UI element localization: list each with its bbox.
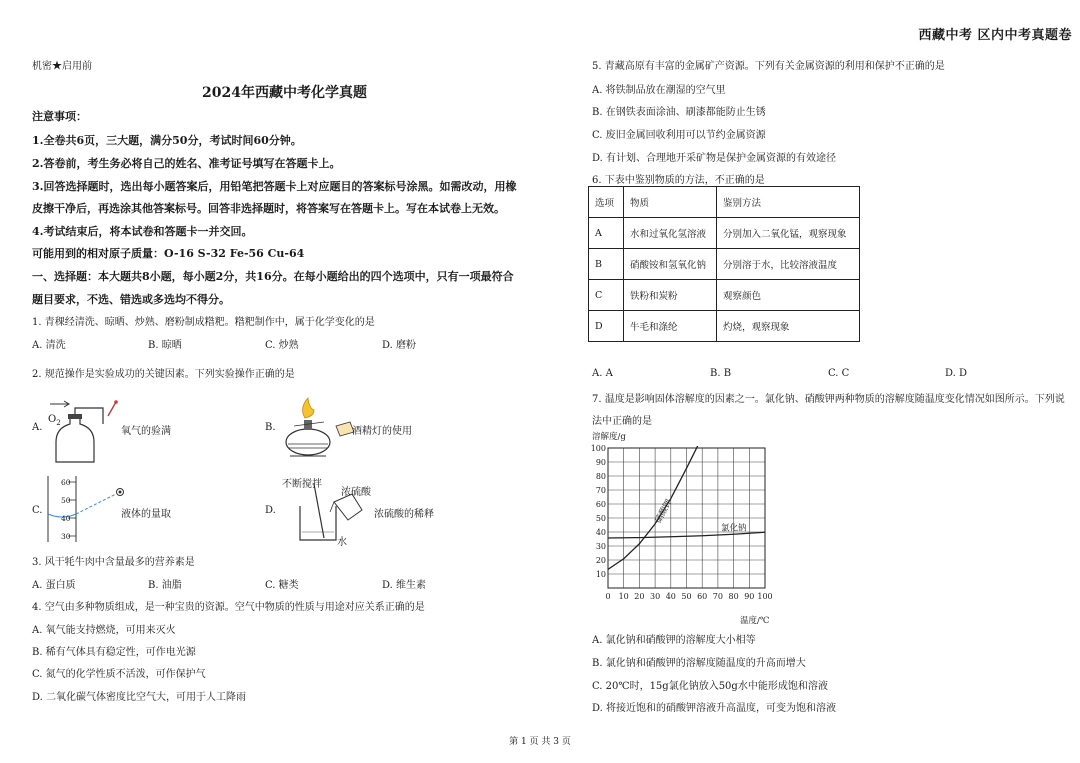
- q7-option-b: B. 氯化钠和硝酸钾的溶解度随温度的升高而增大: [592, 658, 806, 669]
- q1-option-c: C. 炒熟: [265, 340, 299, 351]
- q5-option-d: D. 有计划、合理地开采矿物是保护金属资源的有效途径: [592, 153, 837, 164]
- q6-stem: 6. 下表中鉴别物质的方法，不正确的是: [592, 175, 765, 186]
- table-cell: D: [589, 311, 624, 342]
- q1-option-a: A. 清洗: [32, 340, 66, 351]
- q6-table: [588, 186, 860, 342]
- q7-option-d: D. 将接近饱和的硝酸钾溶液升高温度，可变为饱和溶液: [592, 703, 837, 714]
- x-tick-label: 100: [757, 592, 773, 601]
- q6-option-d: D. D: [945, 368, 968, 379]
- table-cell: 分别溶于水，比较溶液温度: [717, 249, 860, 280]
- q1-option-b: B. 晾晒: [148, 340, 182, 351]
- table-cell: 铁粉和炭粉: [624, 280, 717, 311]
- confidential-mark: 机密★启用前: [32, 61, 92, 72]
- x-tick-label: 60: [697, 592, 708, 601]
- q1-stem: 1. 青稞经清洗、晾晒、炒熟、磨粉制成糌粑。糌粑制作中，属于化学变化的是: [32, 317, 375, 328]
- q2-d-caption: 浓硫酸的稀释: [374, 509, 434, 520]
- section-1-header: 一、选择题：本大题共8小题，每小题2分，共16分。在每小题给出的四个选项中，只有一项最符合: [32, 270, 514, 283]
- q5-stem: 5. 青藏高原有丰富的金属矿产资源。下列有关金属资源的利用和保护不正确的是: [592, 61, 945, 72]
- table-header: 鉴别方法: [717, 187, 860, 218]
- x-tick-label: 50: [681, 592, 692, 601]
- y-tick-label: 10: [595, 570, 606, 579]
- x-tick-label: 40: [665, 592, 676, 601]
- q2-stem: 2. 规范操作是实验成功的关键因素。下列实验操作正确的是: [32, 369, 295, 380]
- table-cell: 牛毛和涤纶: [624, 311, 717, 342]
- x-tick-label: 20: [634, 592, 645, 601]
- table-row: [589, 311, 860, 342]
- x-tick-label: 0: [605, 592, 611, 601]
- page-footer: 第 1 页 共 3 页: [509, 737, 571, 747]
- q6-option-a: A. A: [592, 368, 613, 379]
- q5-option-a: A. 将铁制品放在潮湿的空气里: [592, 85, 726, 96]
- page-title: 2024年西藏中考化学真题: [202, 85, 367, 101]
- x-tick-label: 10: [618, 592, 629, 601]
- y-tick-label: 30: [595, 542, 606, 551]
- table-cell: B: [589, 249, 624, 280]
- q4-option-c: C. 氮气的化学性质不活泼，可作保护气: [32, 669, 206, 680]
- q5-option-b: B. 在钢铁表面涂油、刷漆都能防止生锈: [592, 107, 766, 118]
- note-3: 3.回答选择题时，选出每小题答案后，用铅笔把答题卡上对应题目的答案标号涂黑。如需改动，用橡: [32, 180, 517, 193]
- measuring-cylinder-figure: [40, 474, 130, 546]
- y-tick-label: 90: [595, 458, 606, 467]
- q2-a-letter: A.: [32, 422, 43, 433]
- notes-title: 注意事项：: [32, 110, 87, 123]
- note-1: 1.全卷共6页，三大题，满分50分，考试时间60分钟。: [32, 134, 302, 147]
- q6-option-c: C. C: [828, 368, 850, 379]
- q5-option-c: C. 废旧金属回收利用可以节约金属资源: [592, 130, 766, 141]
- q1-option-d: D. 磨粉: [382, 340, 417, 351]
- q7-stem: 7. 温度是影响固体溶解度的因素之一。氯化钠、硝酸钾两种物质的溶解度随温度变化情况如图所示。下列说: [592, 394, 1065, 405]
- section-1-header-cont: 题目要求，不选、错选或多选均不得分。: [32, 293, 230, 306]
- table-row: [589, 218, 860, 249]
- table-row: [589, 280, 860, 311]
- water-label: 水: [337, 537, 347, 548]
- q2-a-caption: 氧气的验满: [121, 426, 171, 437]
- note-3-cont: 皮擦干净后，再选涂其他答案标号。回答非选择题时，将答案写在答题卡上。写在本试卷上无效。: [32, 202, 505, 215]
- q3-option-d: D. 维生素: [382, 580, 427, 591]
- solubility-chart: [588, 428, 788, 628]
- x-tick-label: 70: [712, 592, 723, 601]
- table-cell: A: [589, 218, 624, 249]
- q7-stem-cont: 法中正确的是: [592, 416, 652, 427]
- cylinder-tick-40: 40: [61, 514, 71, 523]
- q3-option-b: B. 油脂: [148, 580, 182, 591]
- q4-option-b: B. 稀有气体具有稳定性，可作电光源: [32, 647, 196, 658]
- note-2: 2.答卷前，考生务必将自己的姓名、准考证号填写在答题卡上。: [32, 157, 341, 170]
- q3-option-c: C. 糖类: [265, 580, 299, 591]
- table-cell: 硝酸铵和氢氧化钠: [624, 249, 717, 280]
- q2-b-letter: B.: [265, 422, 276, 433]
- gas-bottle-figure: [44, 396, 119, 466]
- q4-option-d: D. 二氧化碳气体密度比空气大，可用于人工降雨: [32, 692, 247, 703]
- table-header: 选项: [589, 187, 624, 218]
- q4-option-a: A. 氧气能支持燃烧，可用来灭火: [32, 625, 176, 636]
- o2-label: $O_2$: [48, 414, 61, 427]
- table-row: [589, 249, 860, 280]
- table-header: 物质: [624, 187, 717, 218]
- cylinder-tick-30: 30: [61, 532, 71, 541]
- q3-option-a: A. 蛋白质: [32, 580, 76, 591]
- q2-b-caption: 酒精灯的使用: [352, 426, 412, 437]
- series-brand: 西藏中考 区内中考真题卷: [918, 28, 1072, 43]
- table-header-row: [589, 187, 860, 218]
- atomic-mass: 可能用到的相对原子质量：O-16 S-32 Fe-56 Cu-64: [32, 247, 305, 260]
- q7-option-c: C. 20℃时，15g氯化钠放入50g水中能形成饱和溶液: [592, 681, 828, 692]
- y-tick-label: 60: [595, 500, 606, 509]
- cylinder-tick-50: 50: [61, 496, 71, 505]
- table-cell: 水和过氧化氢溶液: [624, 218, 717, 249]
- q7-option-a: A. 氯化钠和硝酸钾的溶解度大小相等: [592, 635, 756, 646]
- y-tick-label: 40: [595, 528, 606, 537]
- table-cell: C: [589, 280, 624, 311]
- x-tick-label: 30: [650, 592, 661, 601]
- y-axis-label: 溶解度/g: [592, 432, 626, 442]
- y-tick-label: 50: [595, 514, 606, 523]
- note-4: 4.考试结束后，将本试卷和答题卡一并交回。: [32, 225, 253, 238]
- y-tick-label: 100: [590, 444, 606, 453]
- y-tick-label: 80: [595, 472, 606, 481]
- table-cell: 观察颜色: [717, 280, 860, 311]
- series-label-nacl: 氯化钠: [721, 523, 747, 534]
- x-tick-label: 80: [728, 592, 739, 601]
- stir-label: 不断搅拌: [282, 479, 322, 490]
- x-tick-label: 90: [744, 592, 755, 601]
- q3-stem: 3. 风干牦牛肉中含量最多的营养素是: [32, 557, 195, 568]
- q6-option-b: B. B: [710, 368, 732, 379]
- y-tick-label: 70: [595, 486, 606, 495]
- q2-c-caption: 液体的量取: [121, 509, 171, 520]
- q2-c-letter: C.: [32, 505, 43, 516]
- alcohol-lamp-figure: [278, 396, 358, 464]
- table-cell: 分别加入二氧化锰，观察现象: [717, 218, 860, 249]
- table-cell: 灼烧，观察现象: [717, 311, 860, 342]
- acid-label: 浓硫酸: [341, 487, 371, 498]
- q4-stem: 4. 空气由多种物质组成，是一种宝贵的资源。空气中物质的性质与用途对应关系正确的是: [32, 602, 425, 613]
- q2-d-letter: D.: [265, 505, 276, 516]
- x-axis-label: 温度/℃: [740, 616, 770, 626]
- cylinder-tick-60: 60: [61, 478, 71, 487]
- series-label-kno3: 硝酸钾: [653, 497, 675, 526]
- y-tick-label: 20: [595, 556, 606, 565]
